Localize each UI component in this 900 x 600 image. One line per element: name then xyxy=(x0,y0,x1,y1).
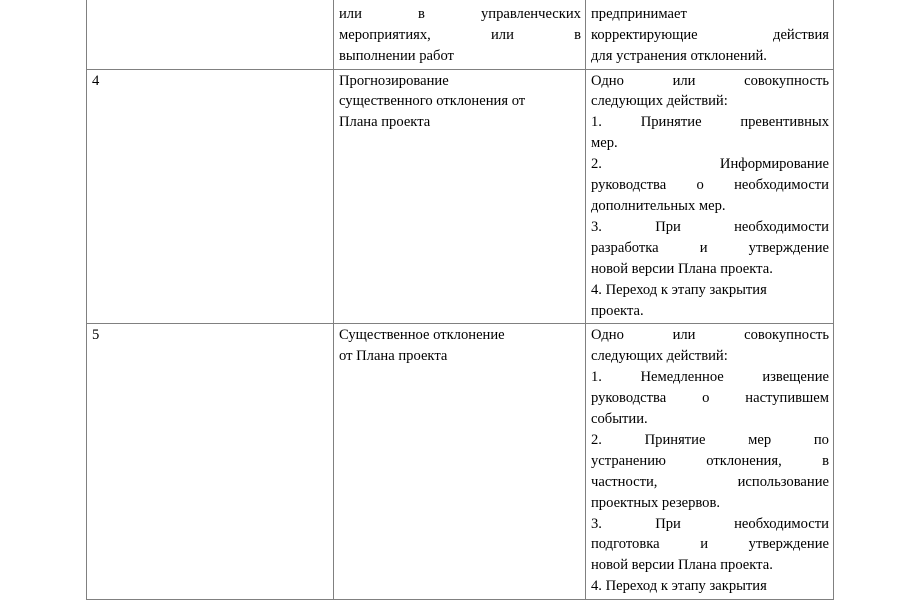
text-word: совокупность xyxy=(744,72,829,89)
table-row xyxy=(87,0,834,69)
text-word: мероприятиях, xyxy=(339,26,431,43)
cell-event-description xyxy=(334,324,586,600)
text-line xyxy=(591,25,829,46)
text-word: или xyxy=(490,26,514,43)
text-word: 3. xyxy=(591,515,602,532)
text-word: или xyxy=(672,72,696,89)
text-line xyxy=(339,25,581,46)
text-line: Прогнозирование xyxy=(339,72,449,89)
text-line xyxy=(339,4,581,25)
text-line xyxy=(591,71,829,92)
text-word: совокупность xyxy=(744,327,829,344)
text-line: Плана проекта xyxy=(339,114,431,131)
cell-response-actions xyxy=(586,0,834,69)
text-line: проекта. xyxy=(591,302,644,319)
text-line xyxy=(591,472,829,493)
text-line: от Плана проекта xyxy=(339,348,448,365)
text-word: корректирующие xyxy=(591,26,698,43)
text-line: Существенное отклонение xyxy=(339,327,505,344)
text-word: При xyxy=(655,218,681,235)
text-word: 2. xyxy=(591,156,602,173)
text-word: превентивных xyxy=(740,114,829,131)
text-word: и xyxy=(699,239,708,256)
table-row xyxy=(87,324,834,600)
table-row xyxy=(87,69,834,324)
risk-response-table-body xyxy=(87,0,834,600)
text-line: 4. Переход к этапу закрытия xyxy=(591,578,767,595)
text-line xyxy=(591,514,829,535)
text-line xyxy=(591,451,829,472)
text-word: 3. xyxy=(591,218,602,235)
text-word: и xyxy=(700,536,709,553)
text-line xyxy=(591,325,829,346)
text-line: для устранения отклонений. xyxy=(591,47,767,64)
text-word: необходимости xyxy=(734,177,829,194)
risk-response-table xyxy=(86,0,834,600)
text-word: использование xyxy=(737,473,829,490)
text-word: или xyxy=(672,327,696,344)
text-word: Информирование xyxy=(719,156,829,173)
cell-risk-number: 4 xyxy=(87,69,334,324)
text-word: или xyxy=(339,5,362,22)
text-word: Одно xyxy=(591,327,624,344)
text-word: утверждение xyxy=(748,536,829,553)
text-line: мер. xyxy=(591,135,618,152)
text-word xyxy=(778,0,829,4)
text-line xyxy=(591,388,829,409)
text-line xyxy=(591,175,829,196)
text-line: следующих действий: xyxy=(591,93,728,110)
text-word: необходимости xyxy=(734,515,829,532)
cell-response-actions xyxy=(586,69,834,324)
text-line: выполнении работ xyxy=(339,47,454,64)
text-line xyxy=(591,217,829,238)
text-word: руководства xyxy=(591,390,667,407)
text-line: 4. Переход к этапу закрытия xyxy=(591,281,767,298)
text-line xyxy=(591,367,829,388)
text-line: проектных резервов. xyxy=(591,494,721,511)
text-word: Принятие xyxy=(644,431,706,448)
text-word: в xyxy=(417,5,425,22)
text-word: подготовка xyxy=(591,536,660,553)
text-word: наступившем xyxy=(745,390,829,407)
text-word: 2. xyxy=(591,431,602,448)
text-line: дополнительных мер. xyxy=(591,197,726,214)
text-word: устранению xyxy=(591,452,666,469)
text-word: отклонения, xyxy=(706,452,782,469)
text-word: частности, xyxy=(591,473,658,490)
text-word: руководства xyxy=(591,177,667,194)
text-word: 1. xyxy=(591,114,602,131)
text-line: существенного отклонения от xyxy=(339,93,526,110)
text-word: необходимости xyxy=(734,218,829,235)
text-word: При xyxy=(655,515,681,532)
cell-response-actions xyxy=(586,324,834,600)
text-word: Немедленное xyxy=(640,369,724,386)
text-word: Одно xyxy=(591,72,624,89)
text-line xyxy=(591,112,829,133)
text-word: по xyxy=(813,431,829,448)
cell-risk-number xyxy=(87,0,334,69)
text-word xyxy=(436,0,449,4)
text-line xyxy=(591,238,829,259)
text-line: новой версии Плана проекта. xyxy=(591,557,773,574)
text-word: разработка xyxy=(591,239,659,256)
text-line xyxy=(591,430,829,451)
text-word: действия xyxy=(773,26,829,43)
text-word: мер xyxy=(748,431,772,448)
text-line xyxy=(591,154,829,175)
text-word: Принятие xyxy=(640,114,702,131)
text-word: о xyxy=(696,177,704,194)
text-word: 1. xyxy=(591,369,602,386)
cell-event-description xyxy=(334,69,586,324)
risk-response-table-container xyxy=(86,0,833,600)
text-word: управленческих xyxy=(480,5,581,22)
cell-risk-number: 5 xyxy=(87,324,334,600)
text-line: следующих действий: xyxy=(591,348,728,365)
cell-event-description xyxy=(334,0,586,69)
text-word: извещение xyxy=(762,369,829,386)
text-word: о xyxy=(702,390,710,407)
text-word: в xyxy=(822,452,829,469)
text-word: в xyxy=(574,26,581,43)
text-line: событии. xyxy=(591,411,648,428)
text-line: предпринимает xyxy=(591,5,687,22)
text-line: новой версии Плана проекта. xyxy=(591,260,773,277)
text-word: утверждение xyxy=(748,239,829,256)
text-line xyxy=(591,534,829,555)
